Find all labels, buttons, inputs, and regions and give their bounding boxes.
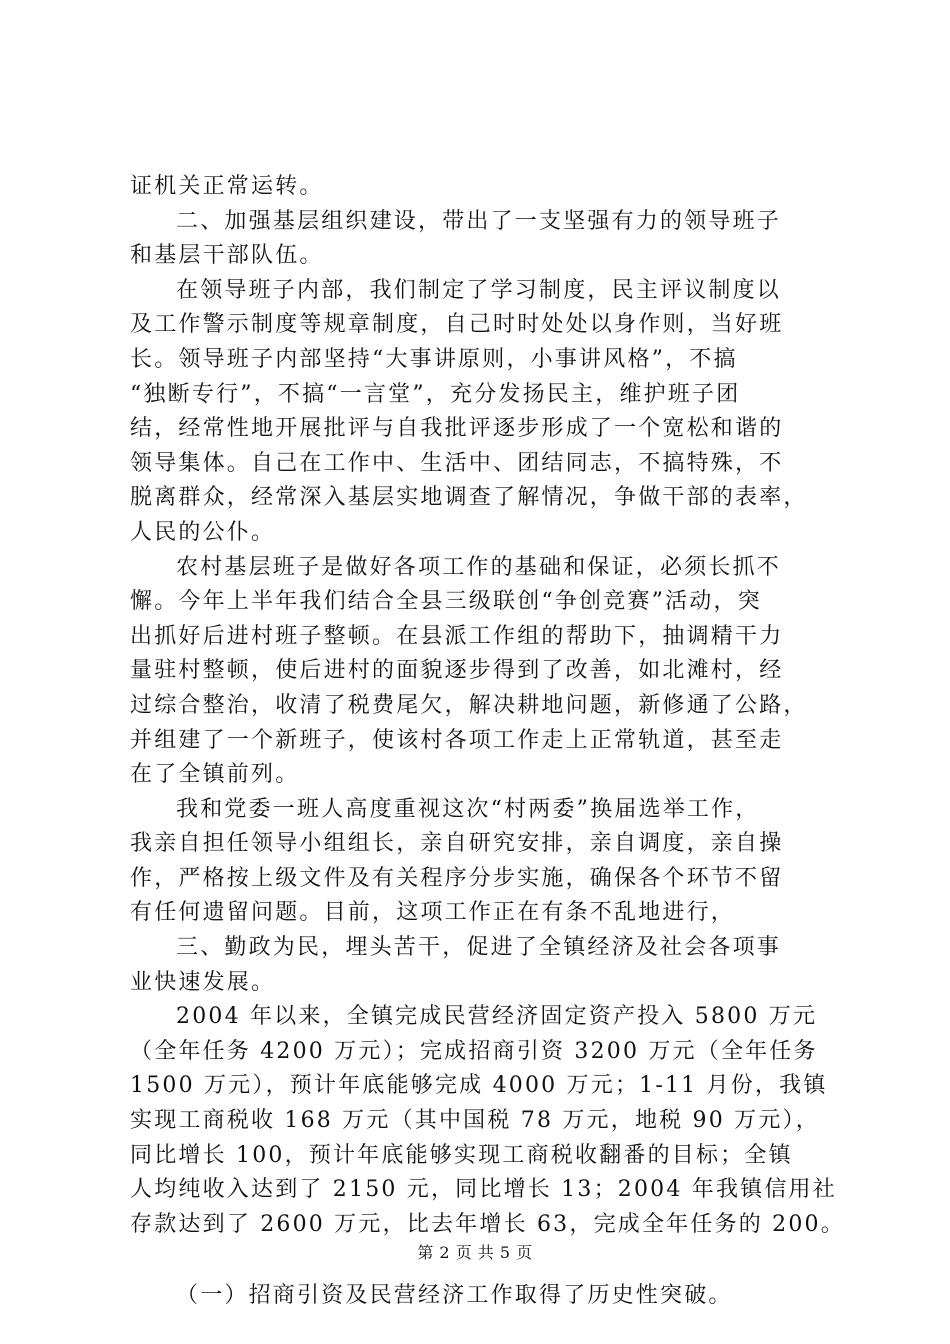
text-line: 实现工商税收 168 万元（其中国税 78 万元，地税 90 万元）， bbox=[130, 1108, 820, 1134]
text-line: 我和党委一班人高度重视这次“村两委”换届选举工作， bbox=[176, 796, 760, 822]
text-line: 人均纯收入达到了 2150 元，同比增长 13；2004 年我镇信用社 bbox=[130, 1177, 837, 1203]
text-line: 长。领导班子内部坚持“大事讲原则，小事讲风格”，不搞 bbox=[130, 346, 738, 372]
text-line: 领导集体。自己在工作中、生活中、团结同志，不搞特殊，不 bbox=[130, 450, 784, 476]
text-line: （全年任务 4200 万元）；完成招商引资 3200 万元（全年任务 bbox=[130, 1038, 818, 1064]
text-line: 及工作警示制度等规章制度，自己时时处处以身作则，当好班 bbox=[130, 312, 784, 338]
section-heading: （一）招商引资及民营经济工作取得了历史性突破。 bbox=[176, 1283, 733, 1309]
text-line: 脱离群众，经常深入基层实地调查了解情况，争做干部的表率， bbox=[130, 485, 808, 511]
text-line: 和基层干部队伍。 bbox=[130, 243, 324, 269]
text-line: 出抓好后进村班子整顿。在县派工作组的帮助下，抽调精干力 bbox=[130, 623, 784, 649]
page-number-footer: 第 2 页 共 5 页 bbox=[417, 1243, 533, 1262]
text-line: 证机关正常运转。 bbox=[130, 174, 324, 199]
text-line: 有任何遗留问题。目前，这项工作正在有条不乱地进行， bbox=[130, 900, 736, 926]
text-line: 同比增长 100，预计年底能够实现工商税收翻番的目标；全镇 bbox=[130, 1142, 793, 1168]
text-line: 懈。今年上半年我们结合全县三级联创“争创竞赛”活动，突 bbox=[130, 589, 762, 615]
text-line: 业快速发展。 bbox=[130, 969, 276, 995]
text-line: 并组建了一个新班子，使该村各项工作走上正常轨道，甚至走 bbox=[130, 727, 784, 753]
text-line: 量驻村整顿，使后进村的面貌逐步得到了改善，如北滩村，经 bbox=[130, 658, 784, 684]
text-line: 农村基层班子是做好各项工作的基础和保证，必须长抓不 bbox=[176, 554, 782, 580]
text-line: 过综合整治，收清了税费尾欠，解决耕地问题，新修通了公路， bbox=[130, 692, 808, 718]
text-line: 结，经常性地开展批评与自我批评逐步形成了一个宽松和谐的 bbox=[130, 416, 784, 442]
text-line: 1500 万元），预计年底能够完成 4000 万元；1-11 月份，我镇 bbox=[130, 1073, 828, 1099]
text-line: “独断专行”，不搞“一言堂”，充分发扬民主，维护班子团 bbox=[130, 381, 741, 407]
text-line: 作，严格按上级文件及有关程序分步实施，确保各个环节不留 bbox=[130, 865, 784, 891]
text-line: 存款达到了 2600 万元，比去年增长 63，完成全年任务的 200。 bbox=[130, 1211, 845, 1237]
text-line: 在了全镇前列。 bbox=[130, 762, 300, 788]
text-line: 三、勤政为民，埋头苦干，促进了全镇经济及社会各项事 bbox=[176, 935, 782, 961]
text-line: 2004 年以来，全镇完成民营经济固定资产投入 5800 万元 bbox=[176, 1004, 818, 1030]
text-line: 人民的公仆。 bbox=[130, 519, 276, 545]
text-line: 我亲自担任领导小组组长，亲自研究安排，亲自调度，亲自操 bbox=[130, 831, 784, 857]
body-text bbox=[130, 170, 845, 1314]
text-line: 在领导班子内部，我们制定了学习制度，民主评议制度以 bbox=[176, 277, 782, 303]
text-line: 二、加强基层组织建设，带出了一支坚强有力的领导班子 bbox=[176, 208, 782, 234]
